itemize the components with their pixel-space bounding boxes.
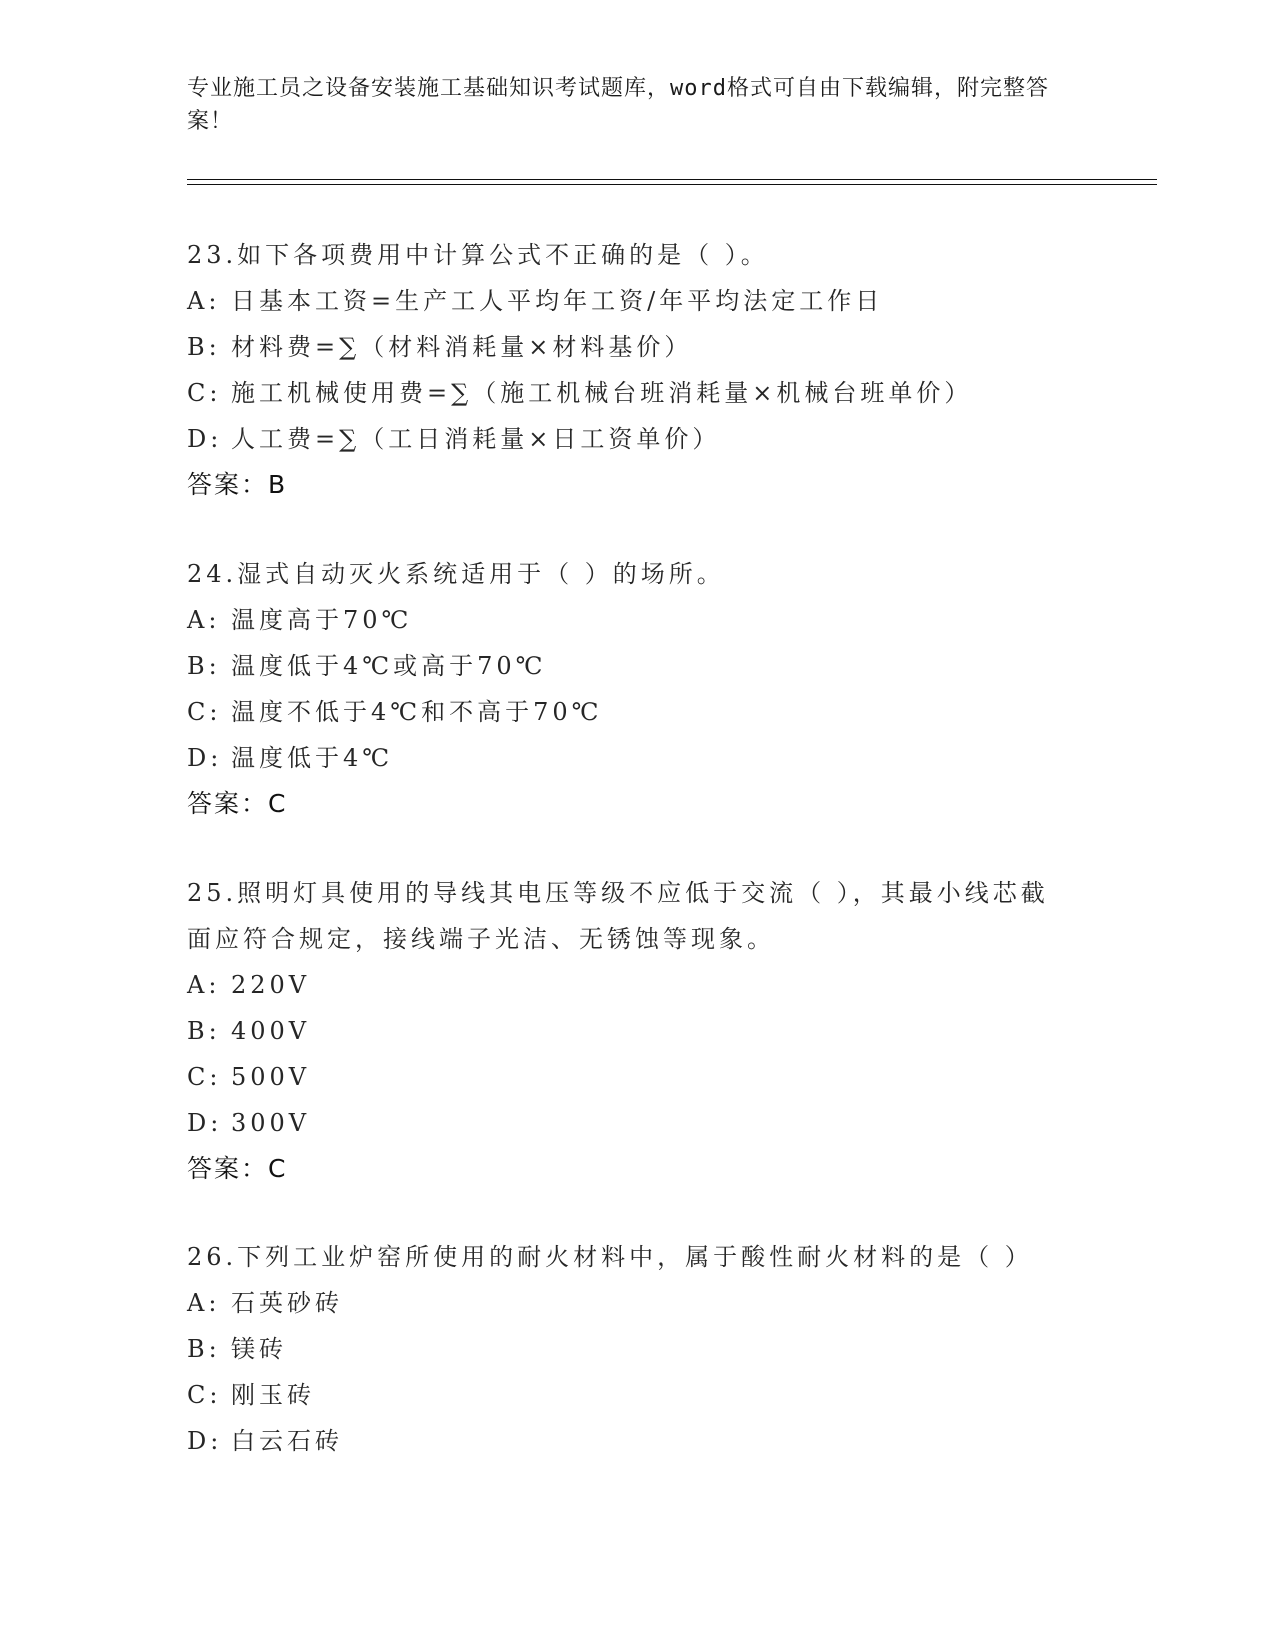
option-c — [187, 689, 1107, 735]
option-text: 400V — [231, 1017, 311, 1045]
option-c — [187, 1054, 1107, 1100]
option-letter: D: — [187, 744, 223, 772]
option-text: 温度不低于4℃和不高于70℃ — [231, 698, 603, 726]
option-text: 镁砖 — [231, 1335, 287, 1363]
option-b — [187, 324, 1107, 370]
question-stem: 25.照明灯具使用的导线其电压等级不应低于交流（ ），其最小线芯截面应符合规定，接线端子光洁、无锈蚀等现象。 — [187, 879, 1049, 953]
option-letter: D: — [187, 1427, 223, 1455]
option-d — [187, 416, 1107, 462]
option-text: 白云石砖 — [231, 1427, 343, 1455]
header-divider-bottom — [187, 184, 1157, 185]
option-letter: D: — [187, 1109, 223, 1137]
option-b — [187, 1008, 1107, 1054]
option-text: 300V — [231, 1109, 311, 1137]
option-letter: C: — [187, 379, 222, 407]
header-divider-top — [187, 179, 1157, 180]
option-letter: B: — [187, 652, 221, 680]
question-24 — [187, 551, 1107, 827]
option-text: 温度高于70℃ — [231, 606, 413, 634]
option-b — [187, 643, 1107, 689]
option-a — [187, 1280, 1107, 1326]
option-a — [187, 597, 1107, 643]
option-letter: A: — [187, 971, 221, 999]
option-letter: B: — [187, 1017, 221, 1045]
option-text: 日基本工资=生产工人平均年工资/年平均法定工作日 — [231, 287, 884, 315]
document-header: 专业施工员之设备安装施工基础知识考试题库，word格式可自由下载编辑，附完整答案！ — [187, 76, 1049, 134]
option-text: 温度低于4℃或高于70℃ — [231, 652, 547, 680]
question-25 — [187, 870, 1107, 1192]
option-letter: C: — [187, 698, 222, 726]
question-23 — [187, 232, 1107, 508]
answer-label: 答案：C — [187, 789, 288, 818]
option-d — [187, 1100, 1107, 1146]
option-d — [187, 735, 1107, 781]
option-letter: C: — [187, 1063, 222, 1091]
question-stem: 24.湿式自动灭火系统适用于（ ）的场所。 — [187, 560, 725, 588]
option-letter: B: — [187, 333, 221, 361]
option-d — [187, 1418, 1107, 1464]
option-letter: D: — [187, 425, 223, 453]
question-26 — [187, 1234, 1107, 1464]
option-text: 500V — [231, 1063, 311, 1091]
option-c — [187, 370, 1107, 416]
option-letter: B: — [187, 1335, 221, 1363]
option-letter: A: — [187, 1289, 221, 1317]
option-text: 温度低于4℃ — [231, 744, 394, 772]
option-b — [187, 1326, 1107, 1372]
question-stem: 23.如下各项费用中计算公式不正确的是（ ）。 — [187, 241, 769, 269]
question-stem: 26.下列工业炉窑所使用的耐火材料中，属于酸性耐火材料的是（ ） — [187, 1243, 1033, 1271]
option-letter: A: — [187, 606, 221, 634]
option-text: 人工费=∑（工日消耗量×日工资单价） — [231, 425, 721, 453]
option-letter: C: — [187, 1381, 222, 1409]
option-text: 施工机械使用费=∑（施工机械台班消耗量×机械台班单价） — [231, 379, 973, 407]
option-a — [187, 962, 1107, 1008]
option-text: 材料费=∑（材料消耗量×材料基价） — [231, 333, 693, 361]
answer-label: 答案：B — [187, 470, 288, 499]
answer-label: 答案：C — [187, 1154, 288, 1183]
option-text: 刚玉砖 — [231, 1381, 315, 1409]
option-letter: A: — [187, 287, 221, 315]
option-a — [187, 278, 1107, 324]
option-c — [187, 1372, 1107, 1418]
option-text: 石英砂砖 — [231, 1289, 343, 1317]
option-text: 220V — [231, 971, 311, 999]
